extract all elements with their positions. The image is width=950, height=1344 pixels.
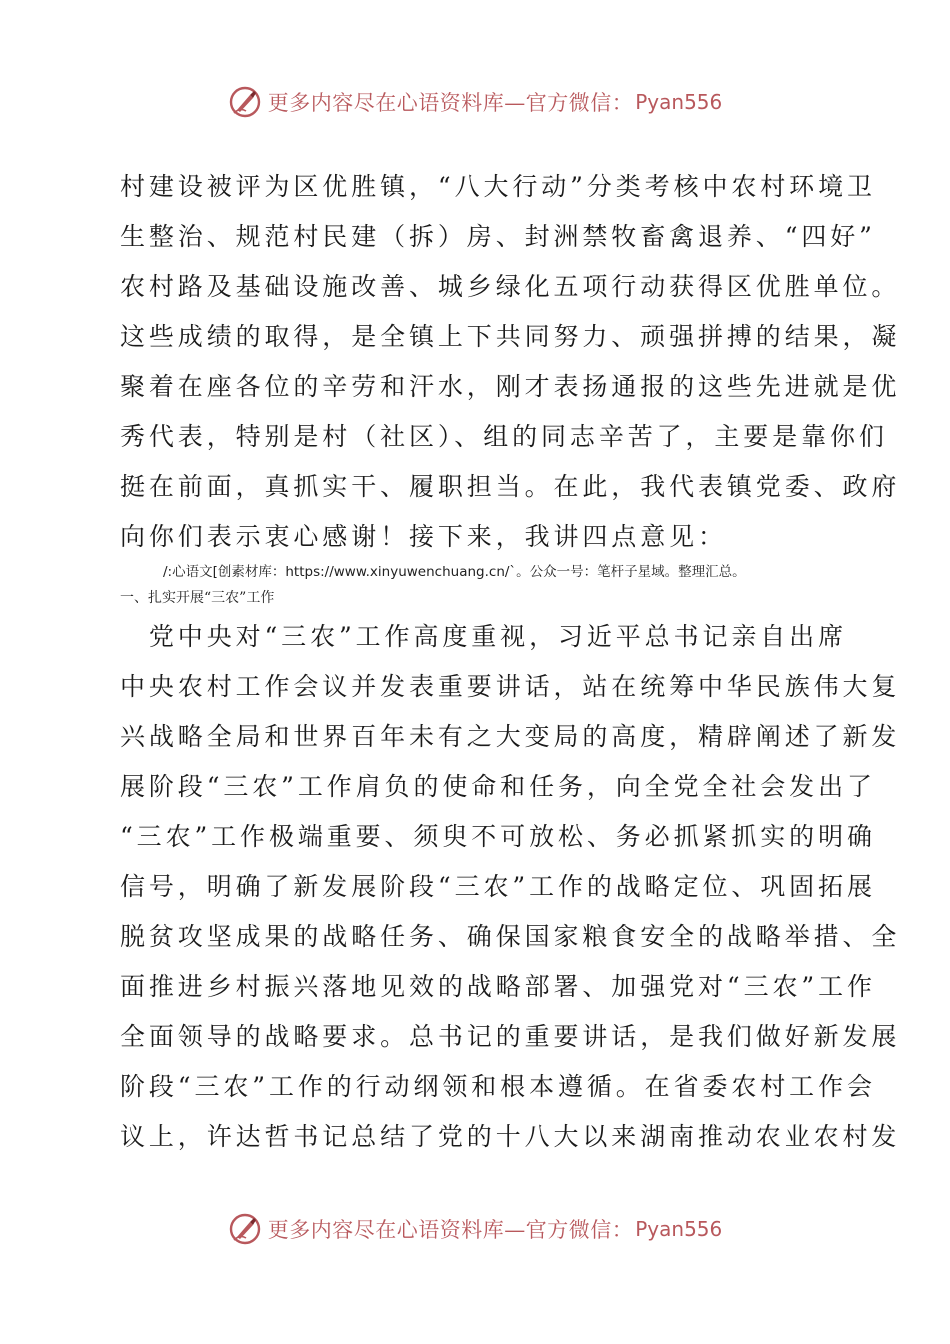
footer-banner (0, 1207, 950, 1251)
pen-logo-icon (228, 1212, 262, 1246)
text-line: 向你们表示衷心感谢！接下来，我讲四点意见： (120, 522, 727, 551)
text-line: “三农”工作极端重要、须臾不可放松、务必抓紧抓实的明确 (120, 822, 876, 851)
banner-wechat-id: Pyan556 (635, 1217, 723, 1241)
text-line: 中央农村工作会议并发表重要讲话，站在统筹中华民族伟大复 (120, 672, 901, 701)
text-line: 生整治、规范村民建（拆）房、封洲禁牧畜禽退养、“四好” (120, 222, 876, 251)
banner-wechat-id: Pyan556 (635, 90, 723, 114)
text-line: 这些成绩的取得，是全镇上下共同努力、顽强拼搏的结果，凝 (120, 322, 901, 351)
text-line: 聚着在座各位的辛劳和汗水，刚才表扬通报的这些先进就是优 (120, 372, 901, 401)
pen-logo-icon (228, 85, 262, 119)
section-heading: 一、扎实开展“三农”工作 (120, 590, 275, 606)
header-banner (0, 80, 950, 124)
text-line: 全面领导的战略要求。总书记的重要讲话，是我们做好新发展 (120, 1022, 901, 1051)
text-line: 阶段“三农”工作的行动纲领和根本遵循。在省委农村工作会 (120, 1072, 876, 1101)
text-line: 村建设被评为区优胜镇，“八大行动”分类考核中农村环境卫 (120, 172, 876, 201)
text-line: 农村路及基础设施改善、城乡绿化五项行动获得区优胜单位。 (120, 272, 901, 301)
text-line: 脱贫攻坚成果的战略任务、确保国家粮食安全的战略举措、全 (120, 922, 901, 951)
text-line: 挺在前面，真抓实干、履职担当。在此，我代表镇党委、政府 (120, 472, 901, 501)
text-line: 面推进乡村振兴落地见效的战略部署、加强党对“三农”工作 (120, 972, 876, 1001)
banner-text: 更多内容尽在心语资料库—官方微信： (267, 1218, 634, 1242)
text-line: 兴战略全局和世界百年未有之大变局的高度，精辟阐述了新发 (120, 722, 901, 751)
text-line: 议上，许达哲书记总结了党的十八大以来湖南推动农业农村发 (120, 1122, 901, 1151)
text-line: 展阶段“三农”工作肩负的使命和任务，向全党全社会发出了 (120, 772, 876, 801)
source-note: /:心语文[创素材库：https://www.xinyuwenchuang.cn/`。公众一号：笔杆子星域。整理汇总。 (163, 564, 746, 580)
text-line: 秀代表，特别是村（社区）、组的同志辛苦了，主要是靠你们 (120, 422, 888, 451)
banner-text: 更多内容尽在心语资料库—官方微信： (267, 91, 634, 115)
text-line: 党中央对“三农”工作高度重视，习近平总书记亲自出席 (120, 622, 847, 651)
text-line: 信号，明确了新发展阶段“三农”工作的战略定位、巩固拓展 (120, 872, 876, 901)
